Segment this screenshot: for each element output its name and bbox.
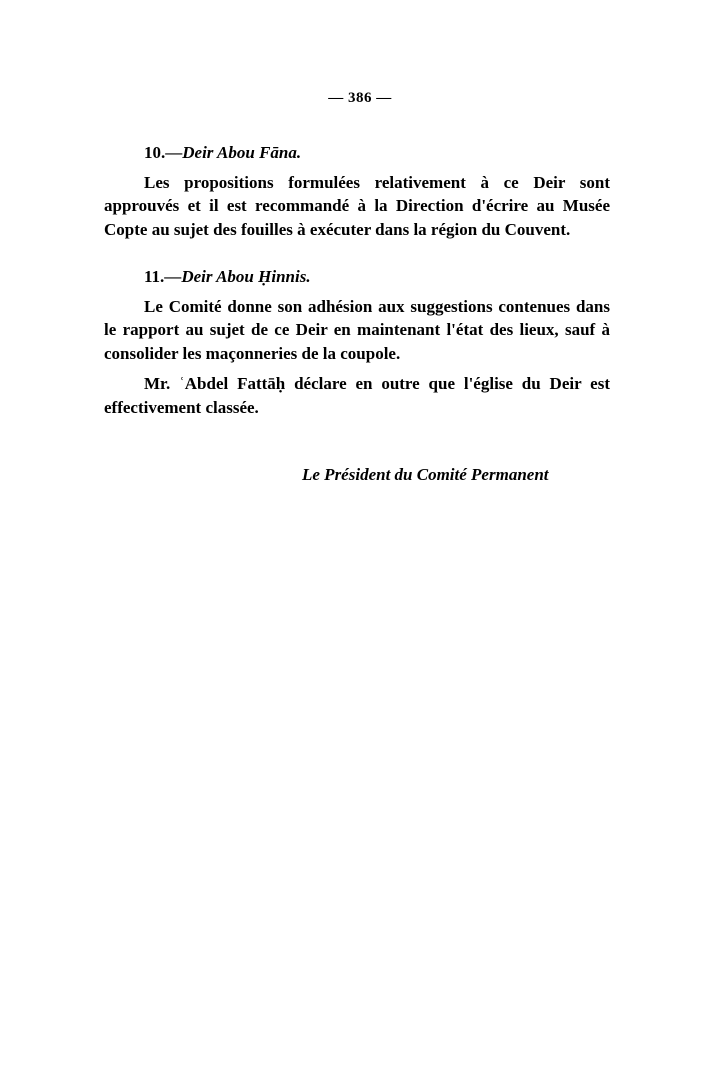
signature-line: Le Président du Comité Permanent: [302, 465, 549, 484]
section-title: Deir Abou Ḥinnis.: [181, 267, 311, 286]
paragraph: Le Comité donne son adhésion aux suggestions contenues dans le rapport au sujet de ce Deir en maintenant l'état des lieux, sauf à consolider les maçonneries de la coupole.: [104, 296, 610, 363]
section-number: 10.—: [144, 143, 183, 162]
paragraph: Les propositions formulées relativement à ce Deir sont approuvés et il est recommandé à la Direction d'écrire au Musée Copte au sujet des fouilles à exécuter dans la région du Couvent.: [104, 172, 610, 239]
section-number: 11.—: [144, 267, 182, 286]
paragraph-spacer: [104, 365, 610, 372]
section-heading: [104, 265, 610, 289]
document-body: [104, 141, 610, 419]
paragraph: Mr. ʿAbdel Fattāḥ déclare en outre que l'église du Deir est effectivement classée.: [104, 374, 610, 417]
section-spacer: [104, 241, 610, 265]
section-heading: [104, 141, 610, 165]
page-number: — 386 —: [328, 90, 392, 106]
section-title: Deir Abou Fāna.: [182, 143, 302, 162]
